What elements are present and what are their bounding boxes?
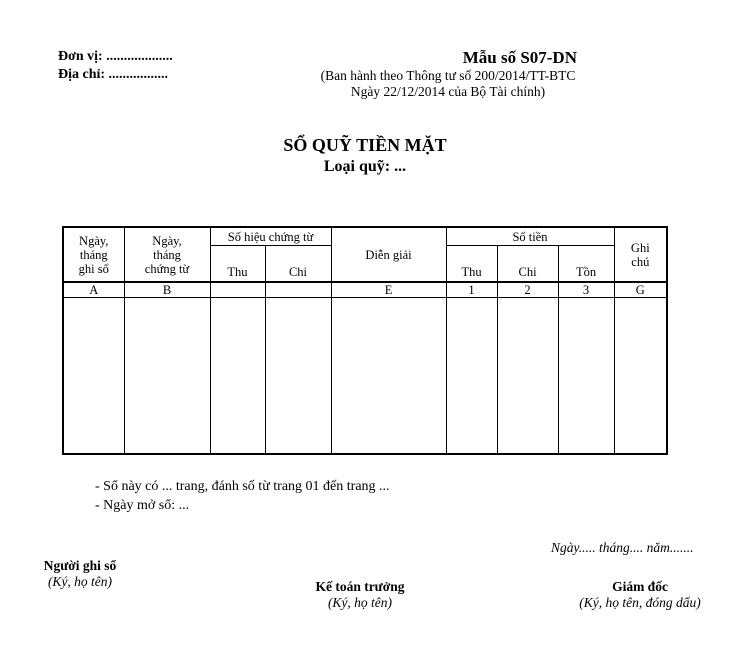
- column-code: G: [614, 282, 667, 298]
- column-code: 2: [497, 282, 558, 298]
- director-title: Giám đốc: [612, 579, 668, 594]
- director-sub: (Ký, họ tên, đóng dấu): [579, 595, 701, 610]
- header-amount-in: Thu: [446, 246, 497, 283]
- header-amount-out: Chi: [497, 246, 558, 283]
- note-open-date: - Ngày mở sổ: ...: [95, 498, 190, 513]
- notes: [95, 477, 390, 515]
- header-document-number-group: Số hiệu chứng từ: [210, 227, 331, 246]
- cash-ledger-table: [62, 226, 668, 455]
- recorder-title: Người ghi sổ: [43, 558, 117, 573]
- issued-line-2: Ngày 22/12/2014 của Bộ Tài chính): [350, 84, 546, 99]
- empty-cell: [558, 298, 614, 455]
- fund-type: Loại quỹ: ...: [323, 158, 407, 175]
- empty-cell: [497, 298, 558, 455]
- column-code-row: [63, 282, 667, 298]
- signature-director: [555, 579, 725, 611]
- column-code: E: [331, 282, 446, 298]
- empty-cell: [265, 298, 331, 455]
- issued-line-1: (Ban hành theo Thông tư số 200/2014/TT-BTC: [320, 68, 576, 83]
- accountant-title: Kế toán trưởng: [315, 579, 405, 594]
- recorder-sub: (Ký, họ tên): [47, 574, 113, 589]
- empty-cell: [331, 298, 446, 455]
- signature-recorder: [30, 558, 130, 590]
- empty-cell: [614, 298, 667, 455]
- column-code: [265, 282, 331, 298]
- header-description: Diễn giải: [331, 227, 446, 282]
- header-receipt-number: Thu: [210, 246, 265, 283]
- header-balance: Tồn: [558, 246, 614, 283]
- empty-cell: [210, 298, 265, 455]
- document-title: SỔ QUỸ TIỀN MẶT: [283, 135, 447, 155]
- column-code: 3: [558, 282, 614, 298]
- empty-cell: [124, 298, 210, 455]
- empty-cell: [63, 298, 124, 455]
- unit-label: Đơn vị: ...................: [58, 49, 173, 64]
- signing-date: Ngày..... tháng.... năm.......: [551, 540, 694, 555]
- signature-accountant: [290, 579, 430, 611]
- note-pages: - Sổ này có ... trang, đánh số từ trang 01 đến trang ...: [95, 479, 390, 494]
- form-number: Mẫu số S07-DN: [462, 48, 577, 67]
- header-payment-number: Chi: [265, 246, 331, 283]
- column-code: [210, 282, 265, 298]
- empty-cell: [446, 298, 497, 455]
- header-document-date: Ngày, tháng chứng từ: [124, 227, 210, 282]
- column-code: B: [124, 282, 210, 298]
- column-code: 1: [446, 282, 497, 298]
- column-code: A: [63, 282, 124, 298]
- unit-info: [58, 48, 173, 84]
- header-note: Ghi chú: [614, 227, 667, 282]
- accountant-sub: (Ký, họ tên): [327, 595, 393, 610]
- header-date-recorded: Ngày, tháng ghi sổ: [63, 227, 124, 282]
- form-header: [283, 48, 613, 100]
- address-label: Địa chỉ: .................: [58, 67, 169, 82]
- header-amount-group: Số tiền: [446, 227, 614, 246]
- table-row: [63, 298, 667, 455]
